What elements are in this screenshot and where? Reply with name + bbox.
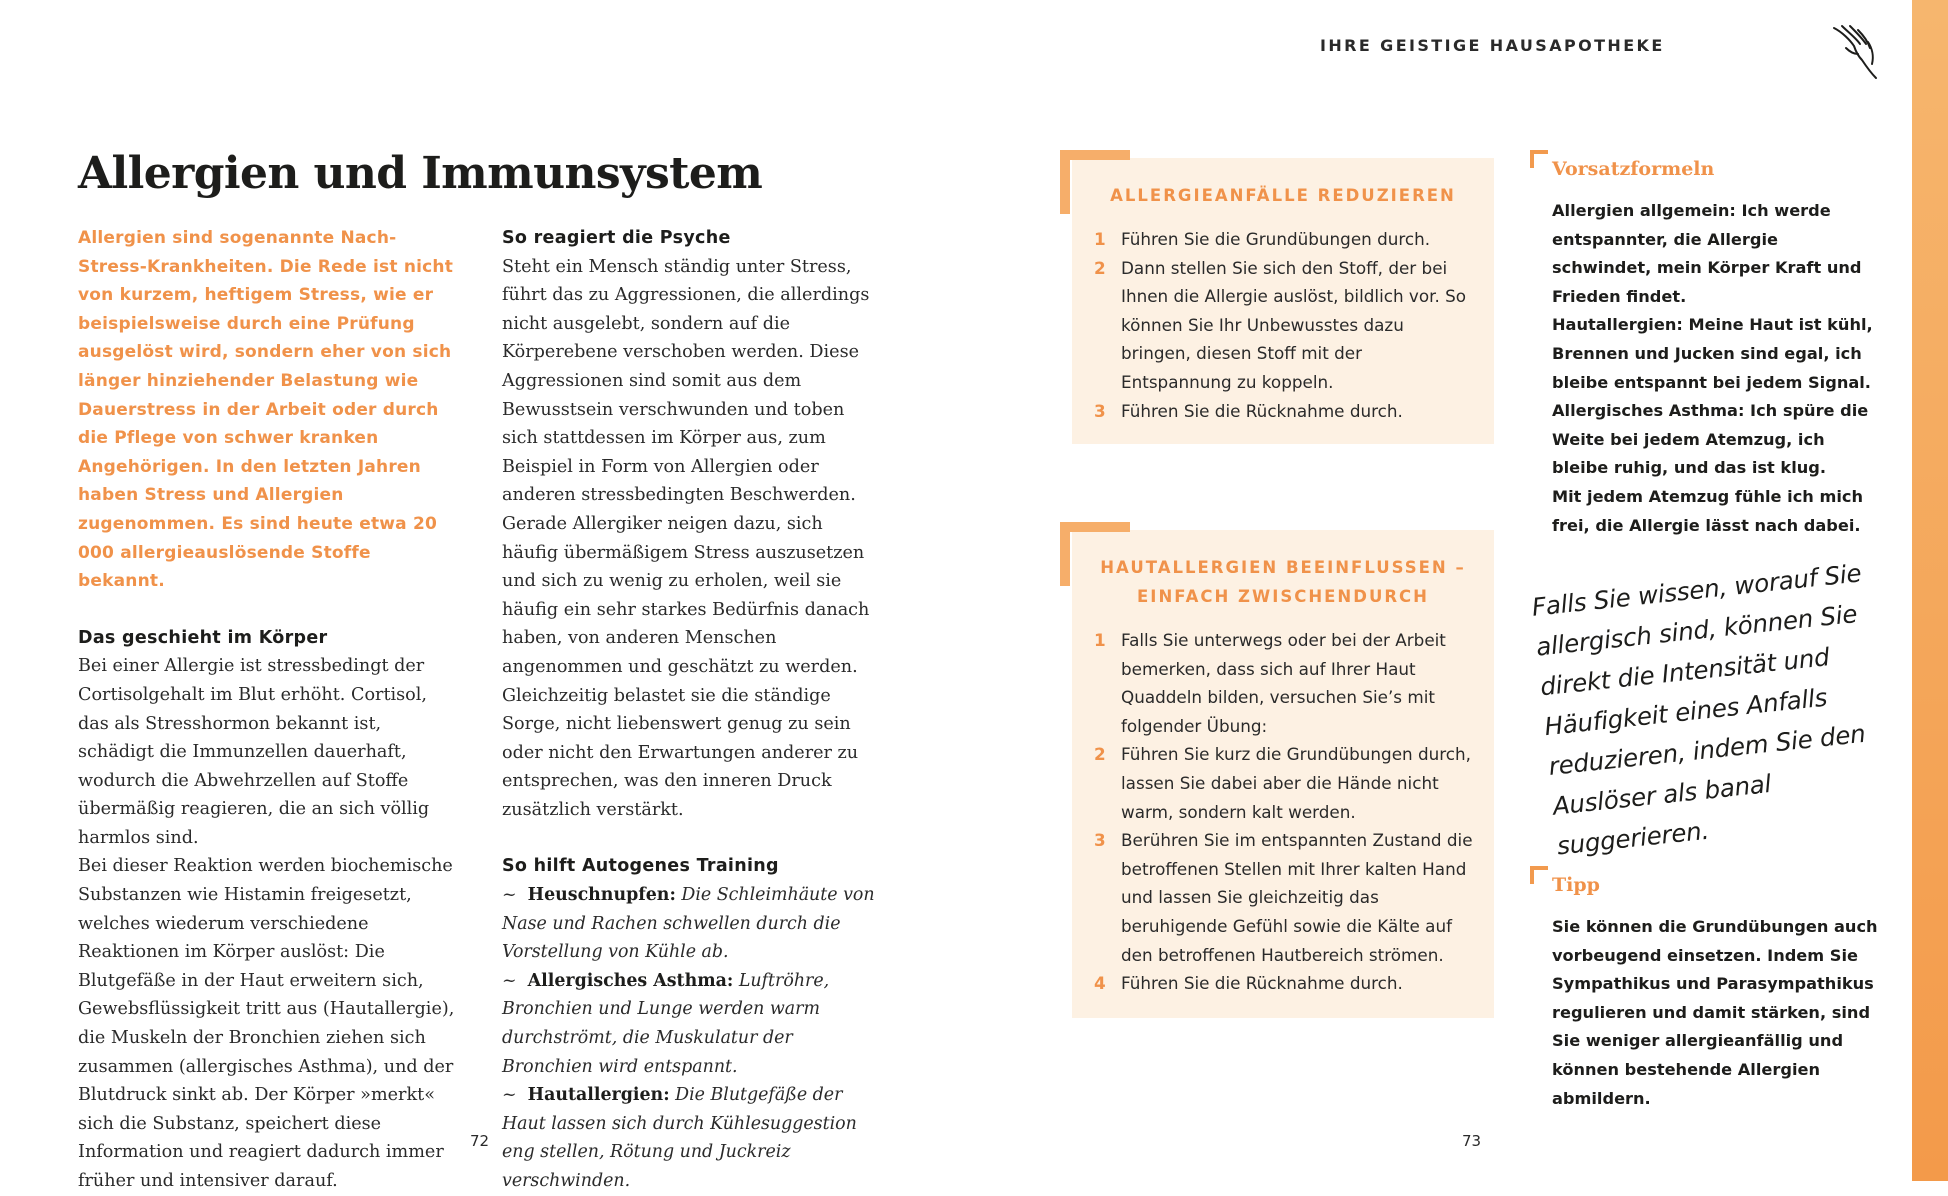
section-heading-training: So hilft Autogenes Training: [502, 856, 779, 877]
tilde-marker: ~: [502, 885, 517, 906]
vorsatz-line: Hautallergien: Meine Haut ist kühl, Brennen und Jucken sind egal, ich bleibe entspannt bei jedem Signal.: [1552, 315, 1873, 392]
steps-list-2: [1094, 626, 1478, 998]
step-item: [1094, 397, 1478, 426]
vorsatz-heading: Vorsatzformeln: [1552, 158, 1715, 180]
item-description: Die Schleimhäute von Nase und Rachen schwellen durch die Vorstellung von Kühle ab.: [502, 885, 875, 963]
body-paragraph: Steht ein Mensch ständig unter Stress, führt das zu Aggressionen, die allerdings nicht ausgelebt, sondern auf die Körperebene verschoben werden. Diese Aggressionen sind somit aus dem Bewusstsein verschwunden und toben sich stattdessen im Körper aus, zum Beispiel in Form von Allergien oder anderen stressbedingten Beschwerden.: [502, 256, 870, 506]
running-head: IHRE GEISTIGE HAUSAPOTHEKE: [1320, 36, 1665, 55]
heading-corner-decoration: [1530, 866, 1548, 884]
step-text: Berühren Sie im entspannten Zustand die betroffenen Stellen mit Ihrer kalten Hand und lassen Sie gleichzeitig das beruhigende Gefühl sowie die Kälte auf den betroffenen Hautbereich strömen.: [1121, 830, 1473, 965]
tipp-heading: Tipp: [1552, 874, 1600, 896]
step-item: [1094, 225, 1478, 254]
body-paragraph: Gerade Allergiker neigen dazu, sich häufig übermäßigem Stress auszusetzen und sich zu wenig zu erholen, weil sie häufig ein sehr starkes Bedürfnis danach haben, von anderen Menschen angenommen und geschätzt zu werden. Gleichzeitig belastet sie die ständige Sorge, nicht liebenswert genug zu sein oder nicht den Erwartungen anderer zu entsprechen, was den inneren Druck zusätzlich verstärkt.: [502, 513, 870, 820]
step-number: 2: [1094, 257, 1106, 278]
step-item: [1094, 969, 1478, 998]
page-edge-strip: [1912, 0, 1948, 1181]
handwritten-note: Falls Sie wissen, worauf Sie allergisch sind, können Sie direkt die Intensität und Häufigkeit eines Anfalls reduzieren, indem Sie den Auslöser als banal suggerieren.: [1530, 558, 1867, 861]
tilde-marker: ~: [502, 1085, 517, 1106]
page-number-right: 73: [1462, 1132, 1482, 1150]
step-text: Führen Sie kurz die Grundübungen durch, lassen Sie dabei aber die Hände nicht warm, sondern kalt werden.: [1121, 744, 1472, 822]
step-number: 1: [1094, 229, 1106, 249]
tipp-text: Sie können die Grundübungen auch vorbeugend einsetzen. Indem Sie Sympathikus und Parasympathikus regulieren und damit stärken, sind Sie weniger allergieanfällig und können bestehende Allergien abmildern.: [1552, 917, 1878, 1108]
body-paragraph: Bei einer Allergie ist stressbedingt der Cortisolgehalt im Blut erhöht. Cortisol, das als Stresshormon bekannt ist, schädigt die Immunzellen dauerhaft, wodurch die Abwehrzellen auf Stoffe übermäßig reagieren, die an sich völlig harmlos sind.: [78, 656, 430, 848]
item-term: Hautallergien:: [527, 1085, 670, 1106]
step-number: 3: [1094, 400, 1106, 421]
box-title-line: HAUTALLERGIEN BEEINFLUSSEN –: [1100, 558, 1466, 577]
list-item: [502, 967, 878, 1081]
left-column-1: [78, 224, 458, 1196]
item-description: Die Blutgefäße der Haut lassen sich durch Kühlesuggestion eng stellen, Rötung und Juckreiz verschwinden.: [502, 1085, 857, 1191]
step-item: [1094, 626, 1478, 740]
heading-corner-decoration: [1530, 150, 1548, 168]
steps-list-1: [1094, 225, 1478, 425]
step-number: 3: [1094, 830, 1106, 851]
vorsatz-text: [1552, 197, 1882, 540]
hand-icon: [1828, 22, 1880, 80]
list-item: [502, 1081, 878, 1195]
box-title: ALLERGIEANFÄLLE REDUZIEREN: [1110, 186, 1456, 205]
step-item: [1094, 254, 1478, 397]
list-item: [502, 881, 878, 967]
page-title: Allergien und Immunsystem: [78, 148, 763, 199]
section-heading-body: Das geschieht im Körper: [78, 627, 328, 648]
step-number: 4: [1094, 973, 1106, 994]
vorsatz-line: Allergien allgemein: Ich werde entspannter, die Allergie schwindet, mein Körper Kraft und Frieden findet.: [1552, 201, 1862, 306]
lead-paragraph: Allergien sind sogenannte Nach-Stress-Krankheiten. Die Rede ist nicht von kurzem, heftigem Stress, wie er beispielsweise durch eine Prüfung ausgelöst wird, sondern eher von sich länger hinziehender Belastung wie Dauerstress in der Arbeit oder durch die Pflege von schwer kranken Angehörigen. In den letzten Jahren haben Stress und Allergien zugenommen. Es sind heute etwa 20 000 allergieauslösende Stoffe bekannt.: [78, 228, 454, 592]
item-description: Luftröhre, Bronchien und Lunge werden warm durchströmt, die Muskulatur der Bronchien wird entspannt.: [502, 970, 830, 1077]
step-text: Dann stellen Sie sich den Stoff, der bei Ihnen die Allergie auslöst, bildlich vor. So können Sie Ihr Unbewusstes dazu bringen, diesen Stoff mit der Entspannung zu koppeln.: [1121, 257, 1467, 392]
tilde-marker: ~: [502, 970, 517, 991]
step-number: 1: [1094, 630, 1106, 650]
item-term: Allergisches Asthma:: [527, 970, 734, 991]
section-heading-psyche: So reagiert die Psyche: [502, 228, 731, 248]
step-item: [1094, 740, 1478, 826]
step-text: Führen Sie die Grundübungen durch.: [1121, 229, 1431, 249]
step-text: Führen Sie die Rücknahme durch.: [1121, 973, 1403, 994]
page-number-left: 72: [470, 1132, 490, 1150]
box-title-line: EINFACH ZWISCHENDURCH: [1137, 587, 1429, 606]
vorsatz-line: Allergisches Asthma: Ich spüre die Weite bei jedem Atemzug, ich bleibe ruhig, und das ist klug.: [1552, 401, 1869, 478]
step-text: Falls Sie unterwegs oder bei der Arbeit bemerken, dass sich auf Ihrer Haut Quaddeln bilden, versuchen Sie’s mit folgender Übung:: [1121, 630, 1446, 736]
body-paragraph: Bei dieser Reaktion werden biochemische Substanzen wie Histamin freigesetzt, welches wiederum verschiedene Reaktionen im Körper auslöst: Die Blutgefäße in der Haut erweitern sich, Gewebsflüssigkeit tritt aus (Hautallergie), die Muskeln der Bronchien ziehen sich zusammen (allergisches Asthma), und der Blutdruck sinkt ab. Der Körper »merkt« sich die Substanz, speichert diese Information und reagiert dadurch immer früher und intensiver darauf.: [78, 856, 455, 1191]
left-column-2: [502, 224, 878, 1196]
item-term: Heuschnupfen:: [527, 885, 676, 906]
step-number: 2: [1094, 744, 1106, 765]
box-title: [1072, 553, 1494, 611]
step-text: Führen Sie die Rücknahme durch.: [1121, 400, 1403, 421]
step-item: [1094, 826, 1478, 969]
vorsatz-line: Mit jedem Atemzug fühle ich mich frei, die Allergie lässt nach dabei.: [1552, 486, 1864, 535]
